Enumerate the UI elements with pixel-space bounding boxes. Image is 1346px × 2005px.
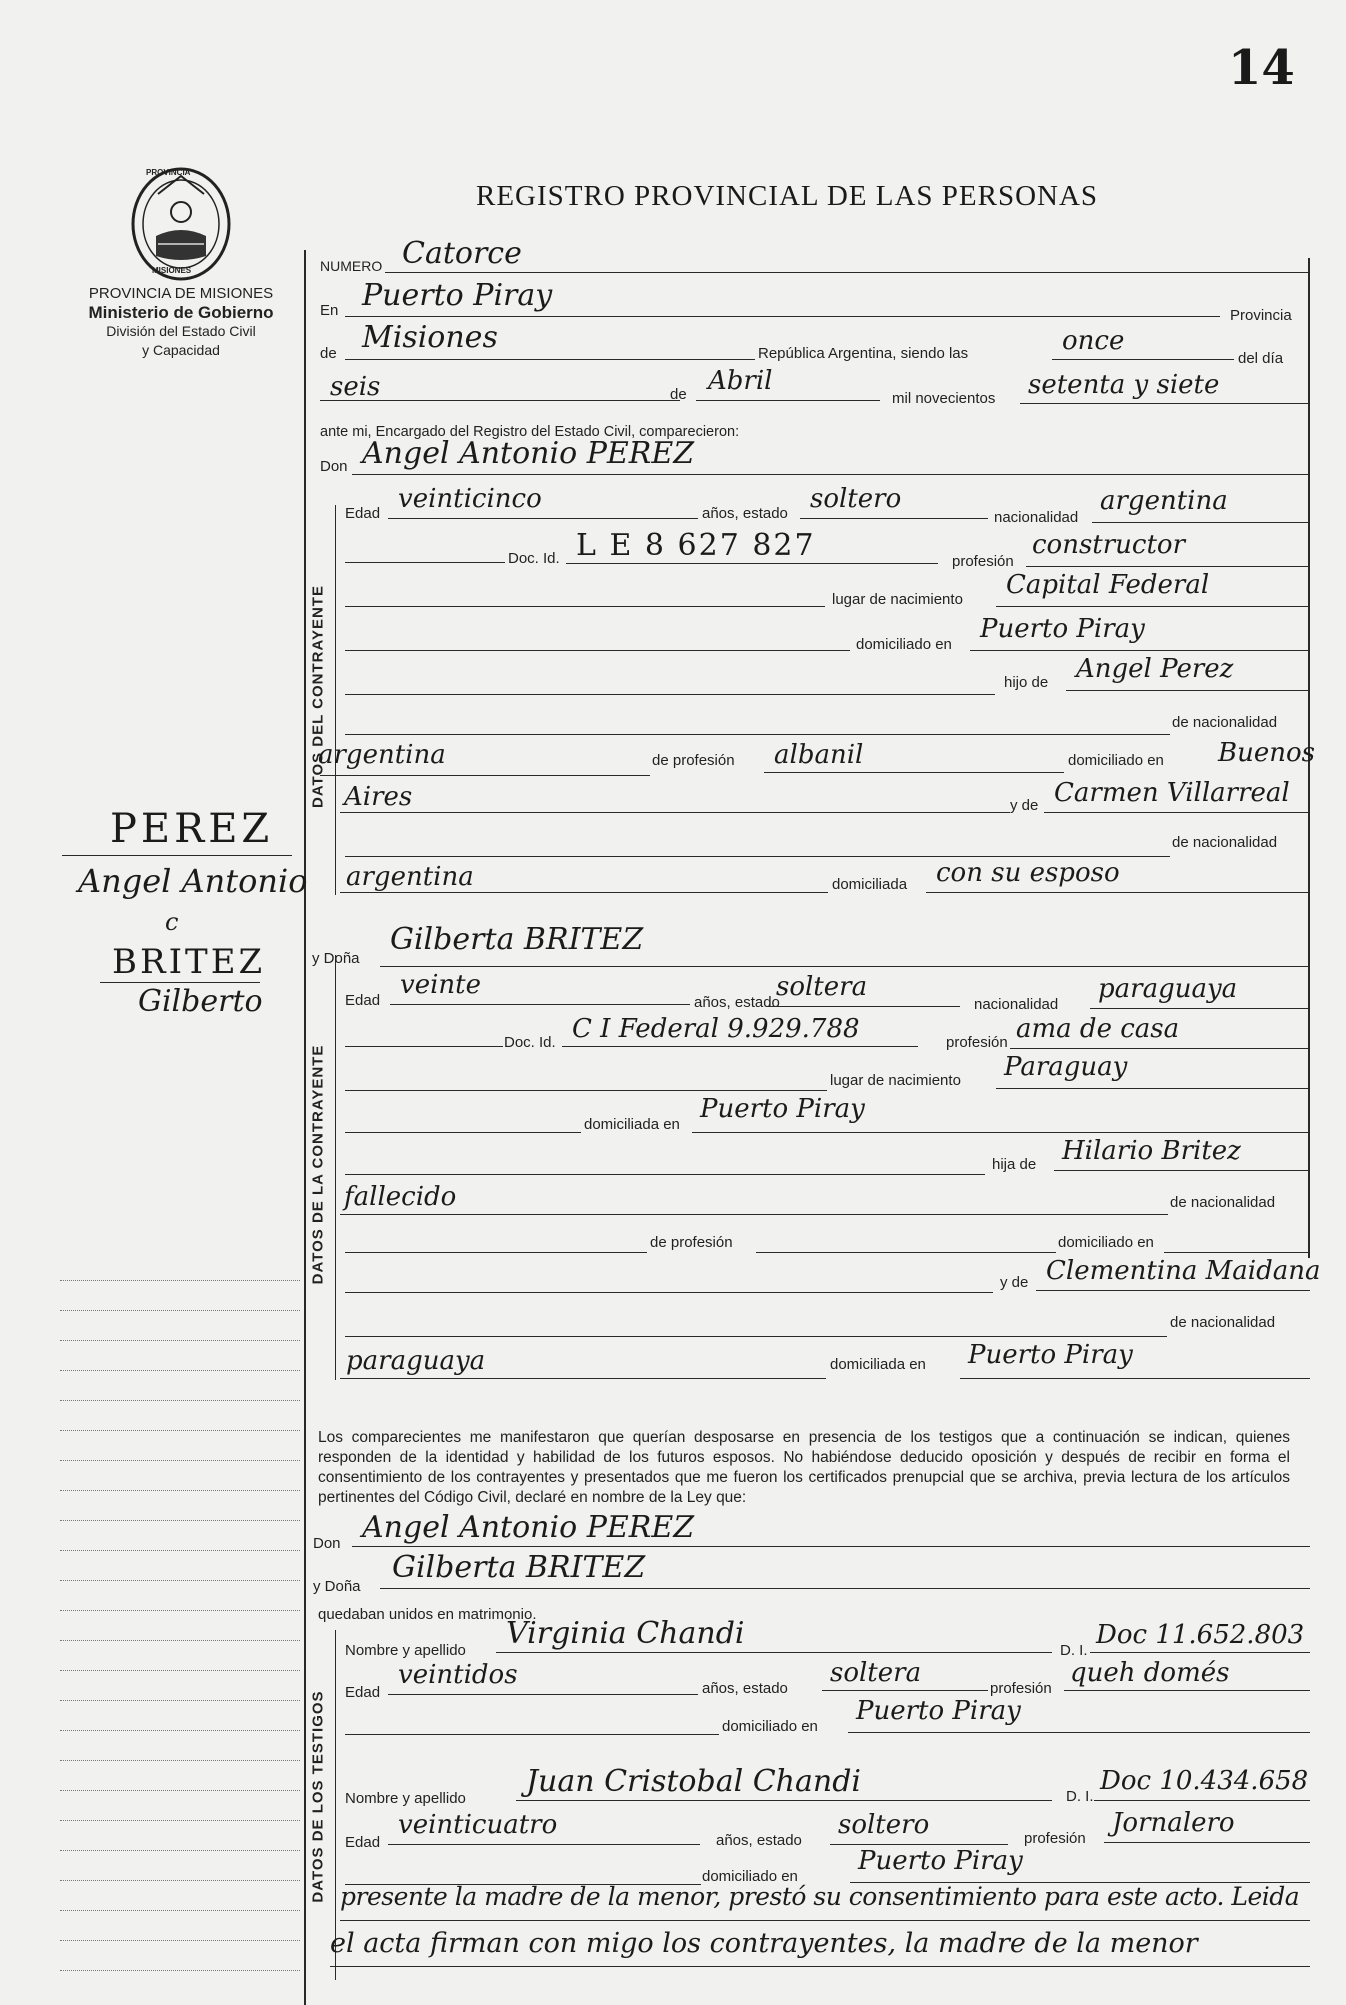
decl-don-label: Don bbox=[313, 1535, 341, 1552]
madre-nacionalidad-2: paraguaya bbox=[346, 1346, 486, 1376]
t2-edad: veinticuatro bbox=[398, 1810, 558, 1840]
y-de-label-2: y de bbox=[1000, 1274, 1029, 1291]
contrayenta-doc: C I Federal 9.929.788 bbox=[572, 1014, 860, 1044]
form-line bbox=[345, 359, 755, 360]
contrayenta-padre: Hilario Britez bbox=[1062, 1136, 1241, 1166]
madre-domicilio-2: Puerto Piray bbox=[968, 1340, 1133, 1370]
madre-domicilio: con su esposo bbox=[936, 858, 1120, 888]
form-line bbox=[1064, 1690, 1310, 1691]
form-line bbox=[996, 1088, 1310, 1089]
t1-edad: veintidos bbox=[398, 1660, 518, 1690]
form-line bbox=[1036, 1290, 1310, 1291]
form-line bbox=[380, 966, 1310, 967]
contrayenta-profesion: ama de casa bbox=[1016, 1014, 1180, 1044]
form-line bbox=[390, 1004, 690, 1005]
form-line bbox=[696, 400, 880, 401]
contrayente-madre: Carmen Villarreal bbox=[1054, 778, 1290, 808]
margin-dotted-line bbox=[60, 1670, 300, 1671]
form-line bbox=[1090, 1008, 1310, 1009]
form-line bbox=[388, 518, 698, 519]
edad-label-2: Edad bbox=[345, 992, 381, 1009]
y-de-label: y de bbox=[1010, 797, 1039, 814]
padre-domicilio-label-2: domiciliado en bbox=[1058, 1234, 1154, 1251]
margin-dotted-line bbox=[60, 1430, 300, 1431]
t2-nombre-label: Nombre y apellido bbox=[345, 1790, 466, 1807]
margin-underline bbox=[62, 855, 292, 856]
margin-dotted-line bbox=[60, 1640, 300, 1641]
form-line bbox=[764, 772, 1064, 773]
margin-dotted-line bbox=[60, 1760, 300, 1761]
t1-estado-label: años, estado bbox=[702, 1680, 788, 1697]
contrayente-lugar: Capital Federal bbox=[1006, 570, 1210, 600]
t1-domicilio: Puerto Piray bbox=[856, 1696, 1021, 1726]
numero-value: Catorce bbox=[402, 236, 522, 271]
contrayente-bracket bbox=[335, 505, 336, 895]
margin-dotted-line bbox=[60, 1910, 300, 1911]
domicilio-label-2: domiciliada en bbox=[584, 1116, 680, 1133]
form-line bbox=[822, 1690, 988, 1691]
de-nacionalidad-label-2: de nacionalidad bbox=[1172, 834, 1278, 851]
t2-edad-label: Edad bbox=[345, 1834, 381, 1851]
en-value: Puerto Piray bbox=[362, 278, 553, 313]
form-line bbox=[496, 1652, 1052, 1653]
t2-di-label: D. I. bbox=[1066, 1788, 1094, 1805]
contrayenta-section-label: DATOS DE LA CONTRAYENTE bbox=[309, 1044, 327, 1285]
margin-dotted-line bbox=[60, 1820, 300, 1821]
contrayenta-bracket bbox=[335, 955, 336, 1380]
form-line bbox=[352, 1546, 1310, 1547]
form-line bbox=[345, 856, 1170, 857]
margin-dotted-line bbox=[60, 1460, 300, 1461]
form-line bbox=[340, 1214, 1168, 1215]
margin-surname-2: BRITEZ bbox=[112, 942, 266, 982]
margin-dotted-line bbox=[60, 1610, 300, 1611]
padre-domicilio-2: Aires bbox=[344, 782, 413, 812]
margin-dotted-line bbox=[60, 1850, 300, 1851]
de-label-2: de bbox=[670, 386, 687, 403]
form-line bbox=[996, 606, 1310, 607]
form-line bbox=[1044, 812, 1310, 813]
dona-label: y Doña bbox=[312, 950, 360, 967]
de-nacionalidad-label-4: de nacionalidad bbox=[1170, 1314, 1276, 1331]
de-nacionalidad-label: de nacionalidad bbox=[1172, 714, 1278, 731]
t1-domicilio-label: domiciliado en bbox=[722, 1718, 818, 1735]
nota-line-2: el acta firman con migo los contrayentes, la madre de la menor bbox=[330, 1928, 1198, 1959]
contrayente-section-label: DATOS DEL CONTRAYENTE bbox=[309, 585, 327, 808]
form-line bbox=[320, 400, 680, 401]
hijo-label: hijo de bbox=[1004, 674, 1049, 691]
t1-profesion: queh domés bbox=[1070, 1658, 1230, 1688]
form-line bbox=[1026, 566, 1310, 567]
contrayenta-estado: soltera bbox=[776, 972, 868, 1002]
contrayente-domicilio: Puerto Piray bbox=[980, 614, 1145, 644]
margin-underline bbox=[100, 982, 260, 983]
margin-dotted-line bbox=[60, 1730, 300, 1731]
seal-top-text: PROVINCIA bbox=[146, 168, 191, 177]
margin-dotted-line bbox=[60, 1880, 300, 1881]
form-line bbox=[1104, 1842, 1310, 1843]
testigos-section-label: DATOS DE LOS TESTIGOS bbox=[309, 1690, 327, 1903]
en-label: En bbox=[320, 302, 339, 319]
madre-nacionalidad: argentina bbox=[346, 862, 474, 892]
form-line bbox=[766, 1006, 960, 1007]
dia-value: seis bbox=[330, 372, 381, 402]
page-title: REGISTRO PROVINCIAL DE LAS PERSONAS bbox=[476, 180, 1099, 212]
contrayente-padre: Angel Perez bbox=[1076, 654, 1234, 684]
margin-conjunction: c bbox=[165, 908, 179, 936]
t2-name: Juan Cristobal Chandi bbox=[526, 1764, 861, 1799]
anio-value: setenta y siete bbox=[1028, 370, 1220, 400]
t1-estado: soltera bbox=[830, 1658, 922, 1688]
form-line bbox=[345, 606, 825, 607]
margin-dotted-line bbox=[60, 1790, 300, 1791]
form-line bbox=[345, 1292, 993, 1293]
margin-given-2: Gilberto bbox=[138, 984, 263, 1019]
quedaban-text: quedaban unidos en matrimonio. bbox=[318, 1606, 537, 1623]
estado-label-2: años, estado bbox=[694, 994, 780, 1011]
form-line bbox=[1164, 1252, 1310, 1253]
t2-di: Doc 10.434.658 bbox=[1100, 1766, 1309, 1796]
madre-domicilio-label: domiciliada bbox=[832, 876, 908, 893]
form-line bbox=[340, 1378, 826, 1379]
ante-mi-text: ante mi, Encargado del Registro del Estado Civil, comparecieron: bbox=[320, 424, 740, 440]
t1-profesion-label: profesión bbox=[990, 1680, 1052, 1697]
ministry-line4: y Capacidad bbox=[142, 342, 220, 358]
form-line bbox=[1052, 359, 1234, 360]
form-line bbox=[388, 1694, 698, 1695]
contrayente-nacionalidad: argentina bbox=[1100, 486, 1228, 516]
numero-label: NUMERO bbox=[320, 258, 383, 274]
form-line bbox=[345, 650, 850, 651]
ministry-line2: Ministerio de Gobierno bbox=[88, 303, 274, 322]
contrayente-doc: L E 8 627 827 bbox=[576, 528, 816, 563]
nacionalidad-label-2: nacionalidad bbox=[974, 996, 1059, 1013]
hija-label: hija de bbox=[992, 1156, 1037, 1173]
t1-nombre-label: Nombre y apellido bbox=[345, 1642, 466, 1659]
margin-dotted-line bbox=[60, 1370, 300, 1371]
form-line bbox=[345, 1090, 827, 1091]
margin-dotted-line bbox=[60, 1580, 300, 1581]
madre-domicilio-label-2: domiciliada en bbox=[830, 1356, 926, 1373]
nacionalidad-label: nacionalidad bbox=[994, 509, 1079, 526]
form-line bbox=[516, 1800, 1052, 1801]
contrayenta-madre: Clementina Maidana bbox=[1046, 1256, 1321, 1286]
ministry-line3: División del Estado Civil bbox=[106, 323, 256, 339]
provincial-seal-icon bbox=[128, 164, 234, 282]
mes-value: Abril bbox=[708, 366, 773, 396]
de-nacionalidad-label-3: de nacionalidad bbox=[1170, 1194, 1276, 1211]
form-line bbox=[345, 562, 505, 563]
lugar-label: lugar de nacimiento bbox=[832, 591, 963, 608]
form-line bbox=[320, 775, 650, 776]
form-line bbox=[345, 1174, 985, 1175]
margin-dotted-line bbox=[60, 1520, 300, 1521]
form-line bbox=[1010, 1048, 1310, 1049]
form-line bbox=[330, 1966, 1310, 1967]
contrayenta-domicilio: Puerto Piray bbox=[700, 1094, 865, 1124]
form-line bbox=[388, 1844, 700, 1845]
de-value: Misiones bbox=[362, 320, 498, 355]
don-label: Don bbox=[320, 458, 348, 475]
ministry-block bbox=[58, 284, 304, 360]
form-line bbox=[345, 1252, 647, 1253]
margin-dotted-line bbox=[60, 1490, 300, 1491]
margin-dotted-line bbox=[60, 1940, 300, 1941]
form-line bbox=[562, 1046, 918, 1047]
form-line bbox=[352, 474, 1310, 475]
form-line bbox=[1066, 690, 1310, 691]
decl-dona-label: y Doña bbox=[313, 1578, 361, 1595]
contrayenta-lugar: Paraguay bbox=[1004, 1052, 1128, 1082]
nota-line-1: presente la madre de la menor, prestó su consentimiento para este acto. Leida bbox=[340, 1882, 1300, 1911]
contrayente-estado: soltero bbox=[810, 484, 902, 514]
contrayente-name: Angel Antonio PEREZ bbox=[362, 436, 695, 471]
form-line bbox=[1054, 1170, 1310, 1171]
form-line bbox=[830, 1844, 1008, 1845]
profesion-label-2: profesión bbox=[946, 1034, 1008, 1051]
padre-profesion: albanil bbox=[774, 740, 864, 770]
form-line bbox=[385, 272, 1310, 273]
page-number: 14 bbox=[1228, 40, 1295, 96]
t2-profesion-label: profesión bbox=[1024, 1830, 1086, 1847]
estado-label: años, estado bbox=[702, 505, 788, 522]
margin-dotted-line bbox=[60, 1340, 300, 1341]
domicilio-label: domiciliado en bbox=[856, 636, 952, 653]
contrayente-edad: veinticinco bbox=[398, 484, 542, 514]
form-line bbox=[1092, 522, 1310, 523]
form-line bbox=[1094, 1800, 1310, 1801]
t2-domicilio: Puerto Piray bbox=[858, 1846, 1023, 1876]
form-line bbox=[380, 1588, 1310, 1589]
lugar-label-2: lugar de nacimiento bbox=[830, 1072, 961, 1089]
contrayente-profesion: constructor bbox=[1032, 530, 1186, 560]
decl-don-name: Angel Antonio PEREZ bbox=[362, 1510, 695, 1545]
form-line bbox=[848, 1732, 1310, 1733]
form-line bbox=[970, 650, 1310, 651]
profesion-label: profesión bbox=[952, 553, 1014, 570]
form-line bbox=[345, 734, 1170, 735]
t1-name: Virginia Chandi bbox=[506, 1616, 745, 1651]
de-profesion-label-2: de profesión bbox=[650, 1234, 733, 1251]
margin-dotted-line bbox=[60, 1970, 300, 1971]
form-line bbox=[566, 563, 938, 564]
margin-given-1: Angel Antonio bbox=[78, 862, 308, 900]
form-line bbox=[1020, 403, 1310, 404]
contrayenta-name: Gilberta BRITEZ bbox=[390, 922, 644, 957]
hora-value: once bbox=[1062, 326, 1125, 356]
padre-nacionalidad: argentina bbox=[318, 740, 446, 770]
margin-dotted-line bbox=[60, 1400, 300, 1401]
ministry-line1: PROVINCIA DE MISIONES bbox=[88, 285, 274, 302]
left-border-line bbox=[304, 250, 306, 2005]
t2-profesion: Jornalero bbox=[1112, 1808, 1235, 1838]
margin-dotted-line bbox=[60, 1280, 300, 1281]
doc-label: Doc. Id. bbox=[508, 550, 560, 567]
form-line bbox=[345, 1046, 503, 1047]
form-line bbox=[345, 694, 995, 695]
de-profesion-label: de profesión bbox=[652, 752, 735, 769]
margin-surname-1: PEREZ bbox=[110, 806, 274, 852]
del-dia-label: del día bbox=[1238, 350, 1284, 367]
form-line bbox=[960, 1378, 1310, 1379]
form-line bbox=[345, 1336, 1167, 1337]
padre-domicilio-1: Buenos bbox=[1218, 738, 1315, 768]
form-line bbox=[345, 1132, 581, 1133]
padre-domicilio-label: domiciliado en bbox=[1068, 752, 1164, 769]
form-line bbox=[345, 316, 1220, 317]
padre-fallecido: fallecido bbox=[344, 1182, 457, 1212]
t1-edad-label: Edad bbox=[345, 1684, 381, 1701]
de-label: de bbox=[320, 345, 337, 362]
form-line bbox=[340, 812, 1010, 813]
t1-di: Doc 11.652.803 bbox=[1096, 1620, 1305, 1650]
decl-dona-name: Gilberta BRITEZ bbox=[392, 1550, 646, 1585]
declaracion-paragraph: Los comparecientes me manifestaron que querían desposarse en presencia de los testigos que a continuación se indican, quienes responden de la identidad y habilidad de los futuros esposos. No habiéndose deducido oposición y después de recibir en forma el consentimiento de los contrayentes y presentados que me fueron los certificados prenupcial que se archiva, previa lectura de los artículos pertinentes del Código Civil, declaré en nombre de la Ley que: bbox=[318, 1429, 1290, 1506]
doc-label-2: Doc. Id. bbox=[504, 1034, 556, 1051]
form-line bbox=[345, 1734, 719, 1735]
t1-di-label: D. I. bbox=[1060, 1642, 1088, 1659]
margin-dotted-line bbox=[60, 1310, 300, 1311]
form-line bbox=[800, 518, 988, 519]
margin-dotted-line bbox=[60, 1700, 300, 1701]
mil-label: mil novecientos bbox=[892, 390, 996, 407]
form-line bbox=[756, 1252, 1056, 1253]
contrayenta-nacionalidad: paraguaya bbox=[1098, 974, 1238, 1004]
contrayenta-edad: veinte bbox=[400, 970, 481, 1000]
republica-label: República Argentina, siendo las bbox=[758, 345, 969, 362]
t2-domicilio-label: domiciliado en bbox=[702, 1868, 798, 1885]
provincia-label: Provincia bbox=[1230, 307, 1292, 324]
form-line bbox=[340, 1920, 1310, 1921]
edad-label: Edad bbox=[345, 505, 381, 522]
seal-bottom-text: MISIONES bbox=[152, 266, 192, 275]
form-line bbox=[1090, 1652, 1310, 1653]
form-line bbox=[926, 892, 1310, 893]
margin-dotted-line bbox=[60, 1550, 300, 1551]
t2-estado-label: años, estado bbox=[716, 1832, 802, 1849]
form-line bbox=[692, 1132, 1310, 1133]
t2-estado: soltero bbox=[838, 1810, 930, 1840]
form-line bbox=[340, 892, 828, 893]
